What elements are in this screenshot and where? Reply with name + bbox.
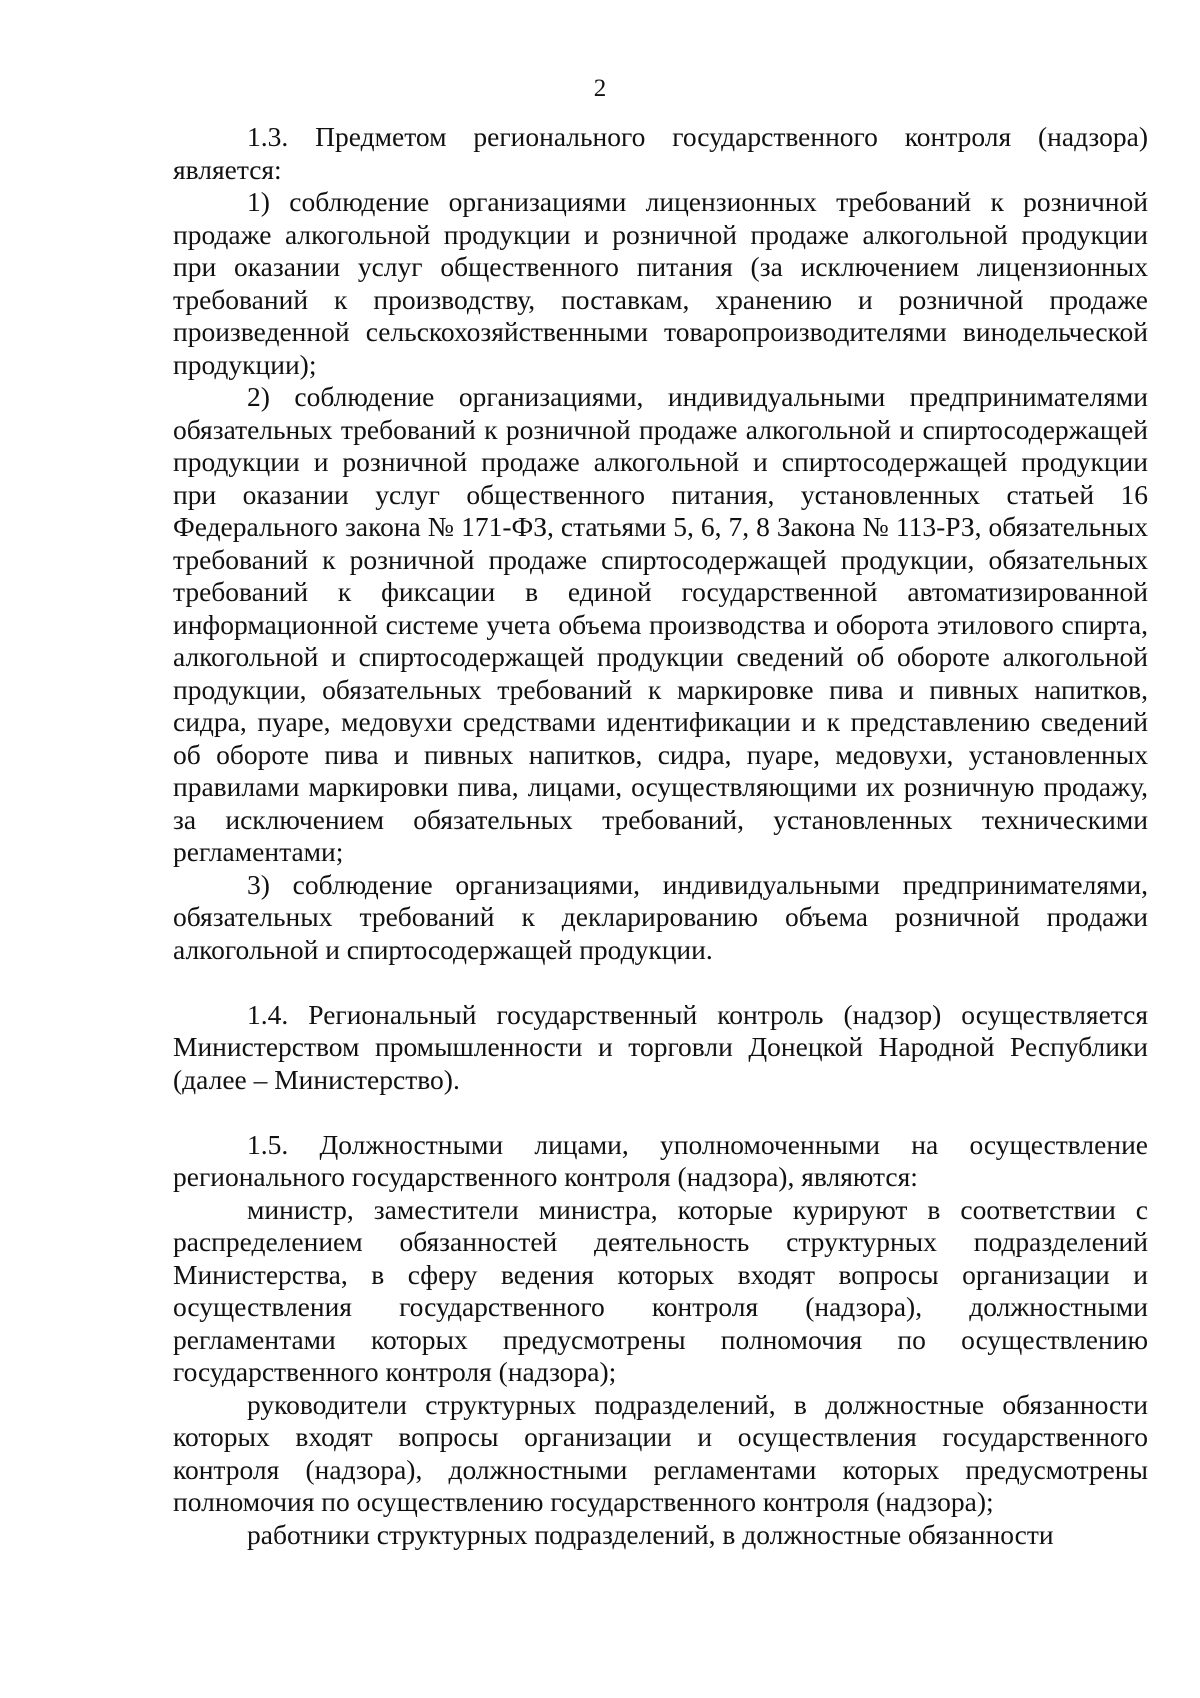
paragraph-1-5-heads: руководители структурных подразделений, в должностные обязанности которых входят вопросы организации и осуществления государственного контроля (надзора), должностными регламентами которых предусмотрены полномочия по осуществлению государственного контроля (надзора);: [173, 1388, 1148, 1517]
paragraph-1-3: 1.3. Предметом регионального государственного контроля (надзора) является:: [173, 121, 1148, 185]
paragraph-spacer: [173, 966, 1148, 999]
paragraph-1-3-item-1: 1) соблюдение организациями лицензионных требований к розничной продаже алкогольной продукции и розничной продаже алкогольной продукции при оказании услуг общественного питания (за исключением лицензионных требований к производству, поставкам, хранению и розничной продаже произведенной сельскохозяйственными товаропроизводителями винодельческой продукции);: [173, 186, 1148, 380]
page-number: 2: [593, 75, 607, 102]
paragraph-spacer: [173, 1096, 1148, 1129]
paragraph-1-5-ministers: министр, заместители министра, которые курируют в соответствии с распределением обязанностей деятельность структурных подразделений Министерства, в сферу ведения которых входят вопросы организации и осуществления государственного контроля (надзора), должностными регламентами которых предусмотрены полномочия по осуществлению государственного контроля (надзора);: [173, 1193, 1148, 1387]
paragraph-1-5: 1.5. Должностными лицами, уполномоченными на осуществление регионального государственного контроля (надзора), являются:: [173, 1128, 1148, 1192]
paragraph-1-5-employees: работники структурных подразделений, в должностные обязанности: [247, 1518, 1054, 1550]
paragraph-1-4: 1.4. Региональный государственный контроль (надзор) осуществляется Министерством промышленности и торговли Донецкой Народной Республики (далее – Министерство).: [173, 998, 1148, 1095]
paragraph-1-3-item-2: 2) соблюдение организациями, индивидуальными предпринимателями обязательных требований к розничной продаже алкогольной и спиртосодержащей продукции и розничной продаже алкогольной и спиртосодержащей продукции при оказании услуг общественного питания, установленных статьей 16 Федерального закона № 171-ФЗ, статьями 5, 6, 7, 8 Закона № 113-РЗ, обязательных требований к розничной продаже спиртосодержащей продукции, обязательных требований к фиксации в единой государственной автоматизированной информационной системе учета объема производства и оборота этилового спирта, алкогольной и спиртосодержащей продукции сведений об обороте алкогольной продукции, обязательных требований к маркировке пива и пивных напитков, сидра, пуаре, медовухи средствами идентификации и к представлению сведений об обороте пива и пивных напитков, сидра, пуаре, медовухи, установленных правилами маркировки пива, лицами, осуществляющими их розничную продажу, за исключением обязательных требований, установленных техническими регламентами;: [173, 381, 1148, 867]
paragraph-1-3-item-3: 3) соблюдение организациями, индивидуальными предпринимателями, обязательных требований к декларированию объема розничной продажи алкогольной и спиртосодержащей продукции.: [173, 868, 1148, 965]
document-body: [173, 121, 1148, 1551]
